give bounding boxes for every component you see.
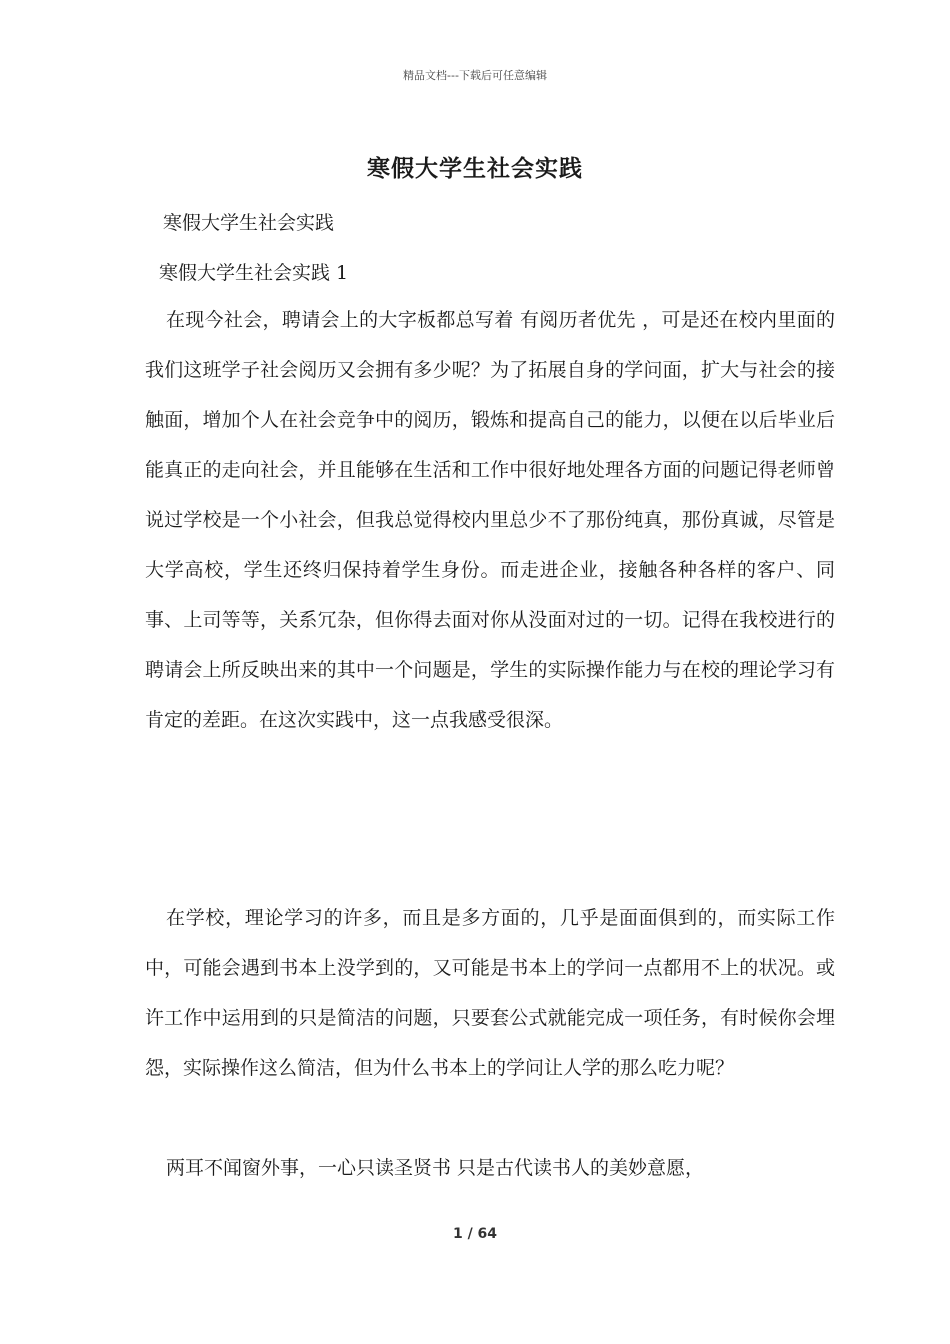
section-heading: 寒假大学生社会实践 1 [159,262,349,284]
document-title: 寒假大学生社会实践 [367,155,583,182]
header-note: 精品文档---下载后可任意编辑 [403,69,547,82]
paragraph-1: 在现今社会，聘请会上的大字板都总写着 有阅历者优先 ，可是还在校内里面的我们这班学子社会阅历又会拥有多少呢？为了拓展自身的学问面，扩大与社会的接触面，增加个人在社会竞争中的阅历，锻炼和提高自己的能力，以便在以后毕业后能真正的走向社会，并且能够在生活和工作中很好地处理各方面的问题记得老师曾说过学校是一个小社会，但我总觉得校内里总少不了那份纯真，那份真诚，尽管是大学高校，学生还终归保持着学生身份。而走进企业，接触各种各样的客户、同事、上司等等，关系冗杂，但你得去面对你从没面对过的一切。记得在我校进行的聘请会上所反映出来的其中一个问题是，学生的实际操作能力与在校的理论学习有肯定的差距。在这次实践中，这一点我感受很深。 [145,309,835,731]
paragraph-3: 两耳不闻窗外事，一心只读圣贤书 只是古代读书人的美妙意愿， [166,1157,705,1179]
paragraph-2: 在学校，理论学习的许多，而且是多方面的，几乎是面面俱到的，而实际工作中，可能会遇到书本上没学到的，又可能是书本上的学问一点都用不上的状况。或许工作中运用到的只是简洁的问题，只要套公式就能完成一项任务，有时候你会埋怨，实际操作这么简洁，但为什么书本上的学问让人学的那么吃力呢？ [145,907,835,1079]
document-subtitle: 寒假大学生社会实践 [163,212,335,234]
page-number: 1 / 64 [452,1226,498,1242]
